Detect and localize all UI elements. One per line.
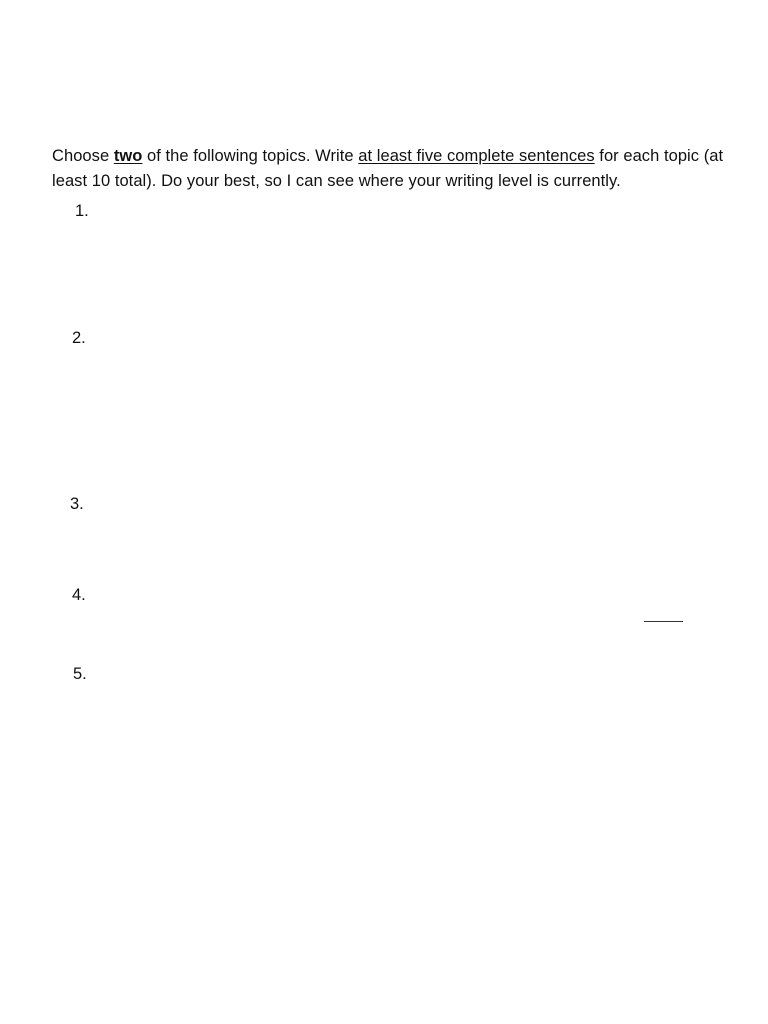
instructions-emphasis-two: two [113,147,143,165]
list-number-5: 5. [73,665,87,683]
list-number-2: 2. [72,329,86,347]
list-number-4: 4. [72,586,86,604]
instructions-text-2: of the following topics. Write [142,147,359,165]
list-number-1: 1. [75,202,89,220]
list-number-3: 3. [70,495,84,513]
instructions-text-1: Choose [52,147,114,165]
instructions-text-3: for each topic (at least 10 total). Do your best, so I can see where your writing level is currently. [52,147,724,190]
instructions-emphasis-sentences: at least five complete sentences [358,147,595,165]
short-rule-line [644,621,683,622]
instructions-paragraph [52,144,742,194]
